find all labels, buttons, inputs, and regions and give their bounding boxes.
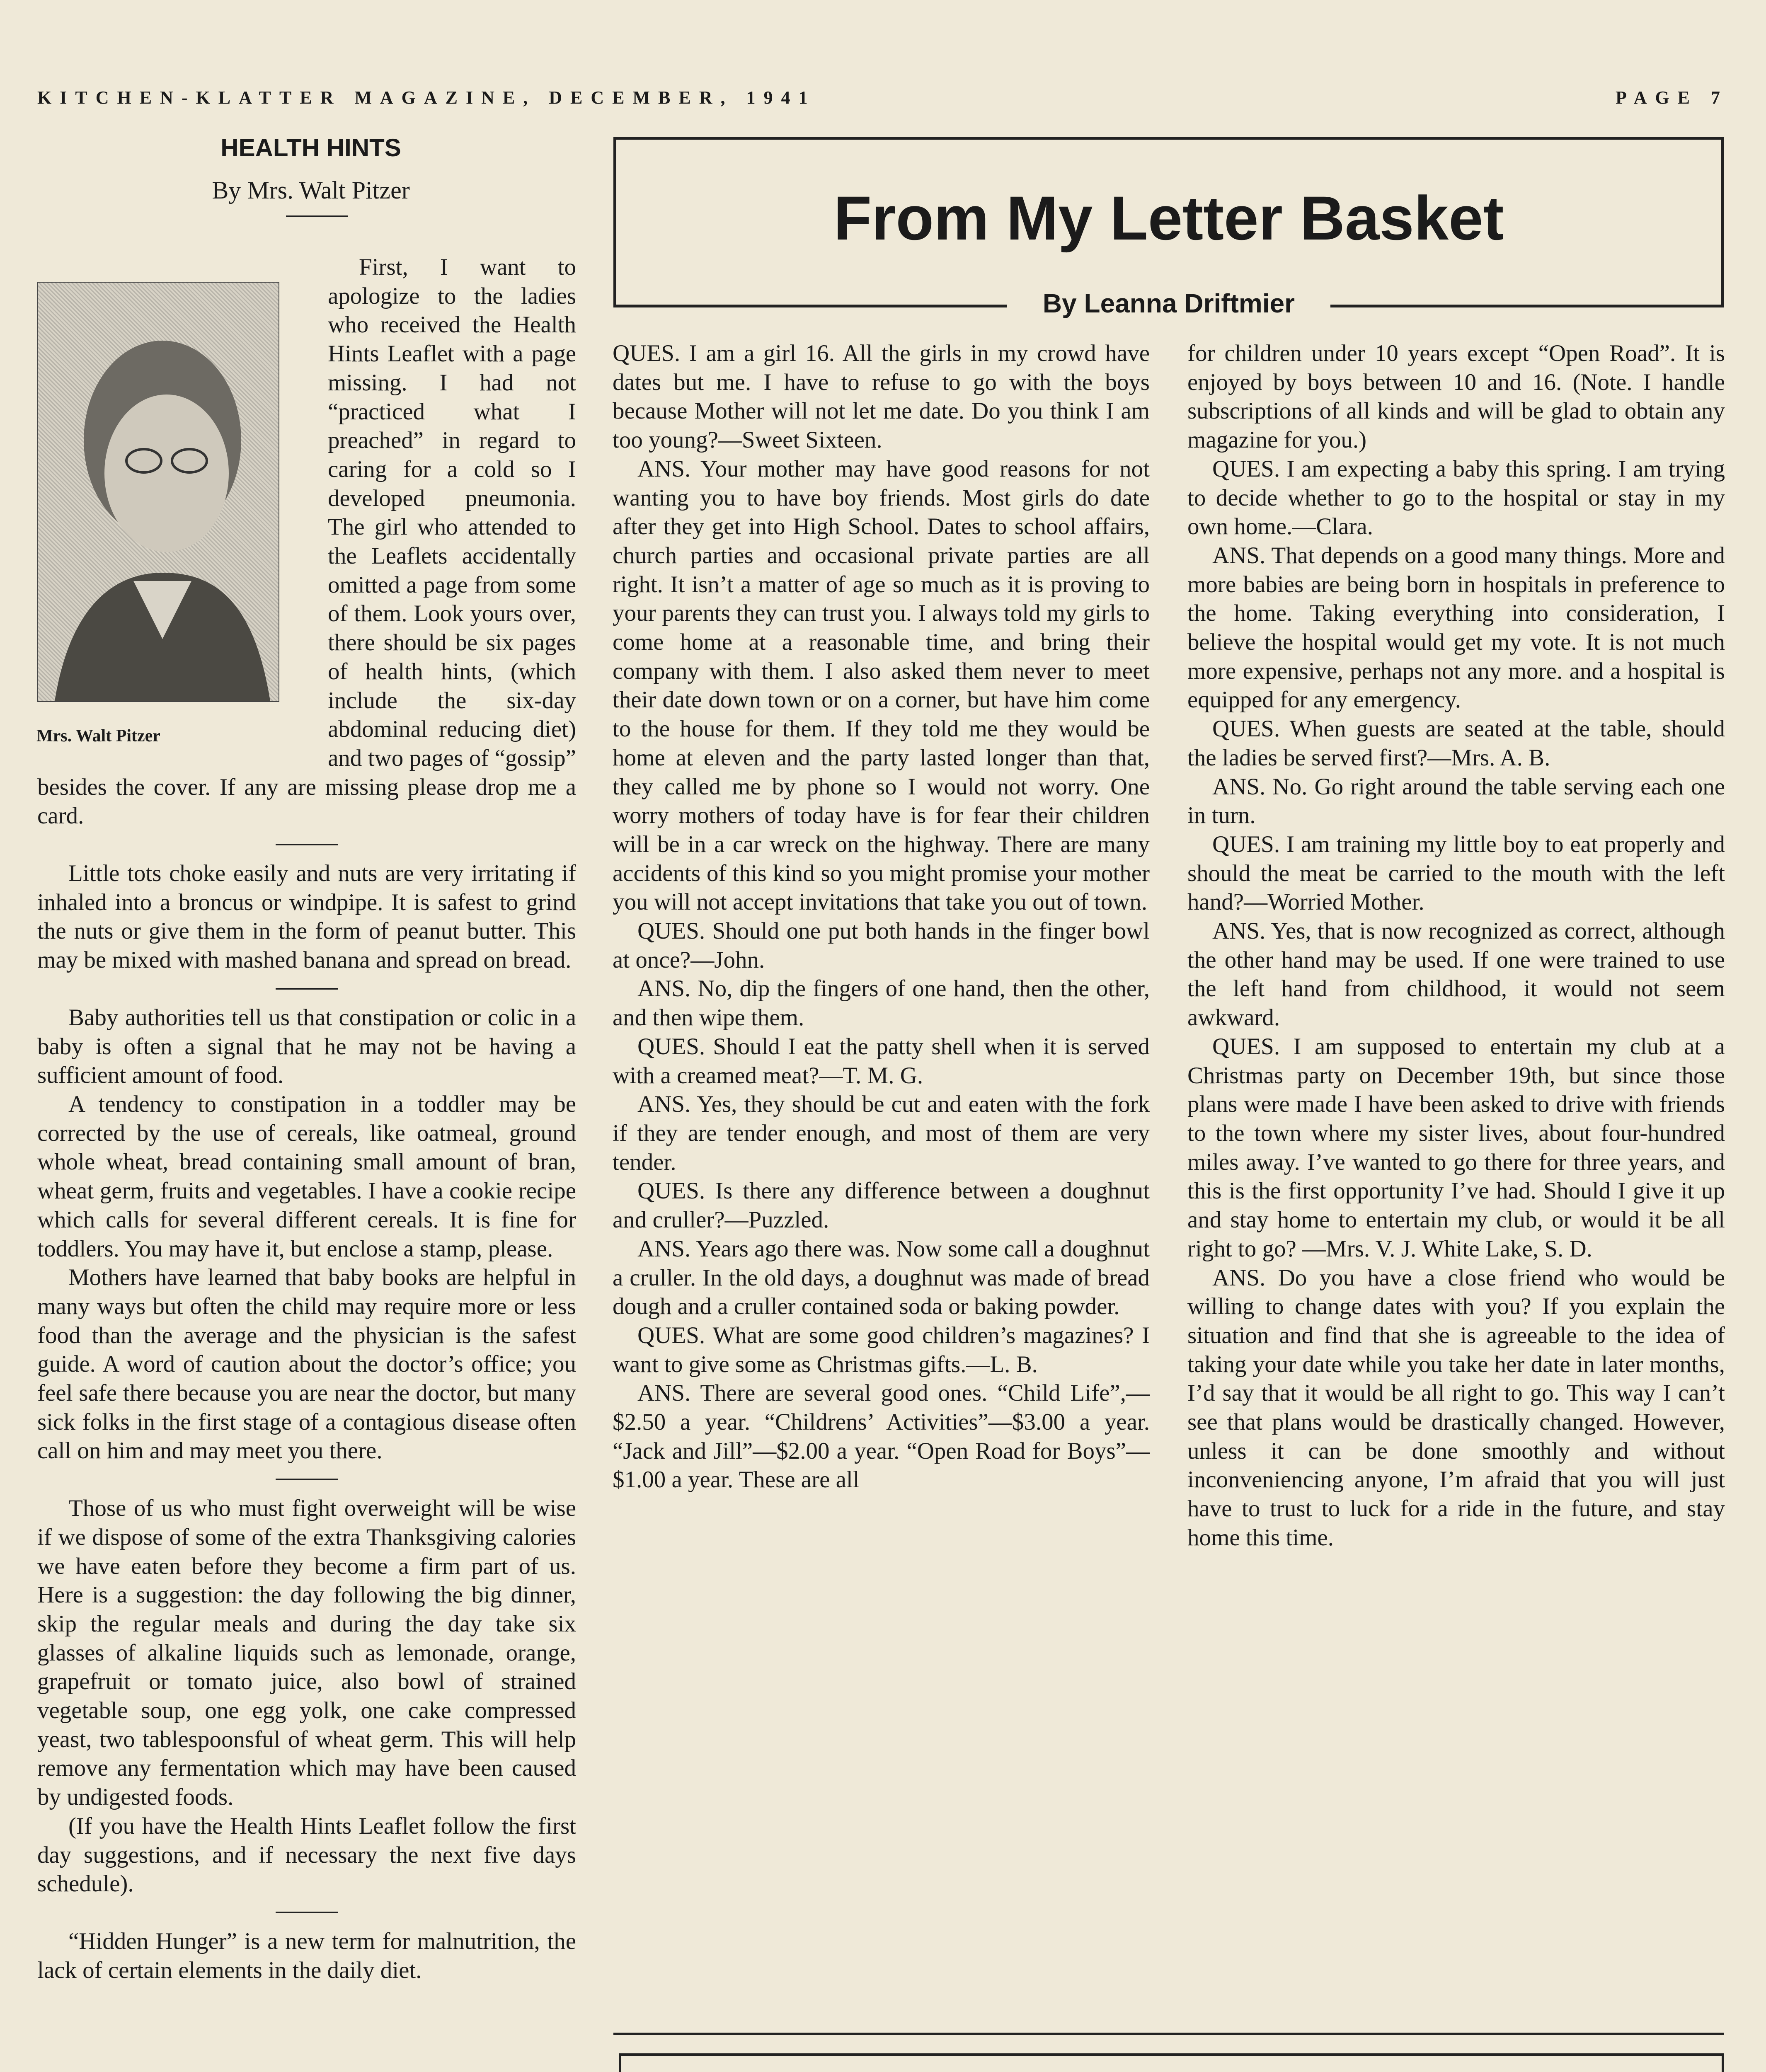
health-hints-paragraph: Mothers have learned that baby books are helpful in many ways but often the child may require more or less food than the average and the physician is the safest guide. A word of caution about the doctor’s office; you feel safe there because you are near the doctor, but many sick folks in the first stage of a contagious disease often call on him and may meet you there. [37,1264,576,1464]
masthead: KITCHEN-KLATTER MAGAZINE, DECEMBER, 1941 [37,87,816,108]
page-number: PAGE 7 [1616,87,1728,108]
qa-paragraph: QUES. Should I eat the patty shell when it is served with a creamed meat?—T. M. G. [613,1033,1150,1089]
ad-top-rule [613,2033,1724,2035]
byline-rule-left [613,305,1007,307]
health-hints-paragraph: Little tots choke easily and nuts are very irritating if inhaled into a broncus or windpipe. It is safest to grind the nuts or give them in the form of peanut butter. This may be mixed with mashed banana and spread on bread. [37,860,576,973]
health-hints-title: HEALTH HINTS [220,134,401,162]
health-hints-paragraph: Those of us who must fight overweight will be wise if we dispose of some of the extra Thanksgiving calories we have eaten before they become a firm part of us. Here is a suggestion: the day following the big dinner, skip the regular meals and during the day take six glasses of alkaline liquids such as lemonade, orange, grapefruit or tomato juice, also bowl of strained vegetable soup, one egg yolk, one cake compressed yeast, two tablespoonsful of wheat germ. This will help remove any fermentation which may have been caused by undigested foods. [37,1495,576,1811]
qa-paragraph: ANS. No. Go right around the table serving each one in turn. [1187,773,1725,829]
qa-paragraph: ANS. There are several good ones. “Child Life”,—$2.50 a year. “Childrens’ Activities”—$3.00 a year. “Jack and Jill”—$2.00 a year. “Open Road for Boys”—$1.00 a year. These are all [613,1380,1150,1493]
qa-paragraph: ANS. Yes, they should be cut and eaten with the fork if they are tender enough, and most of them are very tender. [613,1091,1150,1175]
qa-paragraph: for children under 10 years except “Open Road”. It is enjoyed by boys between 10 and 16. (Note. I handle subscriptions of all kinds and will be glad to obtain any magazine for you.) [1187,340,1725,453]
section-divider [276,988,338,990]
health-hints-paragraph: (If you have the Health Hints Leaflet follow the first day suggestions, and if necessary the next five days schedule). [37,1813,576,1897]
health-hints-column [37,253,576,1985]
section-divider [276,1912,338,1913]
health-hints-paragraph: A tendency to constipation in a toddler may be corrected by the use of cereals, like oatmeal, ground whole wheat, bread containing small amount of bran, wheat germ, fruits and vegetables. I have a cookie recipe which calls for several different cereals. It is fine for toddlers. You may have it, but enclose a stamp, please. [37,1091,576,1262]
byline-rule-right [1330,305,1724,307]
qa-paragraph: QUES. I am a girl 16. All the girls in my crowd have dates but me. I have to refuse to go with the boys because Mother will not let me date. Do you think I am too young?—Sweet Sixteen. [613,340,1150,453]
advertisement-box [619,2053,1724,2072]
letter-basket-column-1 [613,339,1150,1494]
qa-paragraph: QUES. I am training my little boy to eat properly and should the meat be carried to the mouth with the left hand?—Worried Mother. [1187,831,1725,915]
letter-basket-title: From My Letter Basket [833,183,1504,253]
section-divider [276,844,338,845]
qa-paragraph: QUES. Is there any difference between a doughnut and cruller?—Puzzled. [613,1178,1150,1233]
letter-basket-byline: By Leanna Driftmier [1007,288,1330,319]
health-hints-byline: By Mrs. Walt Pitzer [212,177,410,204]
page-header [37,87,1728,112]
health-hints-paragraph: Baby authorities tell us that constipation or colic in a baby is often a signal that he may not be having a sufficient amount of food. [37,1004,576,1089]
qa-paragraph: ANS. Yes, that is now recognized as correct, although the other hand may be used. If one were trained to use the left hand from childhood, it would not seem awkward. [1187,918,1725,1031]
health-hints-paragraph: Mrs. Walt Pitzer First, I want to apologize to the ladies who received the Health Hints Leaflet with a page missing. I had not “practiced what I preached” in regard to caring for a cold so I developed pneumonia. The girl who attended to the Leaflets accidentally omitted a page from some of them. Look yours over, there should be six pages of health hints, (which include the six-day abdominal reducing diet) and two pages of “gossip” besides the cover. If any are missing please drop me a card. [36,254,576,829]
qa-paragraph: ANS. No, dip the fingers of one hand, then the other, and then wipe them. [613,975,1150,1031]
qa-paragraph: QUES. When guests are seated at the table, should the ladies be served first?—Mrs. A. B. [1187,716,1725,771]
section-divider [276,1479,338,1480]
health-hints-paragraph: “Hidden Hunger” is a new term for malnutrition, the lack of certain elements in the daily diet. [37,1928,576,1983]
qa-paragraph: ANS. Years ago there was. Now some call a doughnut a cruller. In the old days, a doughnut was made of bread dough and a cruller contained soda or baking powder. [613,1235,1150,1320]
qa-paragraph: ANS. Do you have a close friend who would be willing to change dates with you? If you explain the situation and find that she is agreeable to the idea of taking your date while you take her date in later months, I’d say that it would be all right to go. This way I can’t see that plans would be drastically changed. However, unless it can be done smoothly and without inconveniencing anyone, I’m afraid that you will just have to trust to luck for a ride in the future, and stay home this time. [1187,1264,1725,1551]
author-photo [37,282,279,702]
qa-paragraph: ANS. That depends on a good many things. More and more babies are being born in hospitals in preference to the home. Taking everything into consideration, I believe the hospital would get my vote. It is not much more expensive, perhaps not any more. and a hospital is equipped for any emergency. [1187,542,1725,713]
title-rule [286,215,348,217]
qa-paragraph: ANS. Your mother may have good reasons for not wanting you to have boy friends. Most girls do date after they get into High School. Dates to school affairs, church parties and occasional private parties are all right. It isn’t a matter of age so much as it is proving to your parents they can trust you. I always told my girls to come home at a reasonable time, and bring their company with them. I also asked them never to meet their date down town or on a corner, but have him come to the house for them. If they told me they would be home at eleven and the party lasted longer than that, they called me by phone so I would not worry. One worry mothers of today have is for fear their children will be in a car wreck on the highway. There are many accidents of this kind so you might promise your mother you will not accept invitations that take you out of town. [613,455,1150,915]
qa-paragraph: QUES. I am expecting a baby this spring. I am trying to decide whether to go to the hospital or stay in my own home.—Clara. [1187,455,1725,540]
author-photo-block [36,282,311,767]
letter-basket-column-2 [1187,339,1725,1552]
qa-paragraph: QUES. I am supposed to entertain my club at a Christmas party on December 19th, but since those plans were made I have been asked to drive with friends to the town where my sister lives, about four-hundred miles away. I’ve wanted to go there for three years, and this is the first opportunity I’ve had. Should I give it up and stay home to entertain my club, or would it be all right to go? —Mrs. V. J. White Lake, S. D. [1187,1033,1725,1262]
qa-paragraph: QUES. What are some good children’s magazines? I want to give some as Christmas gifts.—L. B. [613,1322,1150,1377]
qa-paragraph: QUES. Should one put both hands in the finger bowl at once?—John. [613,918,1150,973]
photo-caption: Mrs. Walt Pitzer [36,726,160,746]
